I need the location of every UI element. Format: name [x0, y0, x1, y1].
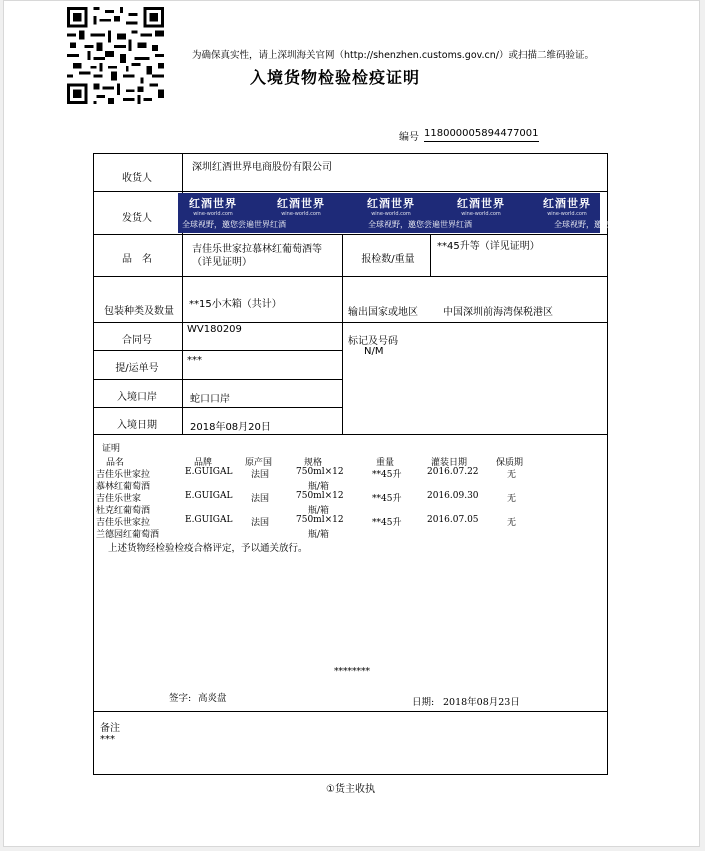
row-name: 慕林红葡萄酒 [96, 482, 151, 492]
quantity-value: **45升等（详见证明） [437, 241, 540, 252]
signature-name: 高炎盘 [198, 693, 227, 704]
marks-value: N/M [364, 346, 384, 357]
row-shelf-life: 无 [507, 518, 517, 528]
entry-date-value: 2018年08月20日 [190, 422, 271, 433]
row-weight: **45升 [372, 518, 402, 528]
column-header: 重量 [376, 458, 395, 468]
document-page [3, 0, 700, 847]
package-label: 包装种类及数量 [104, 306, 174, 317]
consignor-banner [178, 193, 658, 233]
verification-notice: 为确保真实性，请上深圳海关官网（http://shenzhen.customs.gov.cn/）或扫描二维码验证。 [192, 50, 594, 61]
port-label: 入境口岸 [117, 392, 157, 403]
row-fill-date: 2016.07.22 [427, 467, 479, 477]
banner-logo: 红酒世界 wine-world.com [277, 197, 325, 217]
port-value: 蛇口口岸 [190, 394, 230, 405]
quantity-label: 报检数/重量 [361, 254, 415, 265]
pass-statement: 上述货物经检验检疫合格评定，予以通关放行。 [108, 543, 308, 554]
certificate-heading: 证明 [102, 444, 121, 454]
product-label: 品 名 [122, 254, 152, 265]
entry-date-label: 入境日期 [117, 420, 157, 431]
row-origin: 法国 [251, 470, 270, 480]
remarks-label: 备注 [100, 723, 120, 734]
contract-label: 合同号 [122, 335, 152, 346]
contract-value: WV180209 [187, 324, 242, 335]
inspection-form [93, 153, 658, 775]
row-name: 吉佳乐世家拉 [96, 470, 151, 480]
banner-logo: 红酒世界 wine-world.com [543, 197, 591, 217]
column-header: 品名 [106, 458, 125, 468]
banner-logo: 红酒世界 wine-world.com [189, 197, 237, 217]
qr-code-icon [66, 7, 165, 104]
consignee-label: 收货人 [122, 173, 152, 184]
marks-label: 标记及号码 [348, 336, 398, 347]
remarks-value: *** [100, 734, 115, 745]
banner-logo: 红酒世界 wine-world.com [457, 197, 505, 217]
row-spec: 瓶/箱 [308, 506, 330, 516]
column-header: 规格 [304, 458, 323, 468]
row-spec: 750ml×12 [296, 515, 344, 525]
copy-designation: ①货主收执 [326, 784, 375, 795]
row-origin: 法国 [251, 518, 270, 528]
banner-slogan: 全球视野，邀您尝遍世界红酒 [368, 220, 472, 229]
row-spec: 瓶/箱 [308, 482, 330, 492]
row-shelf-life: 无 [507, 494, 517, 504]
row-brand: E.GUIGAL [185, 515, 233, 525]
row-fill-date: 2016.09.30 [427, 491, 479, 501]
product-line2: （详见证明） [192, 257, 252, 268]
row-shelf-life: 无 [507, 470, 517, 480]
row-spec: 瓶/箱 [308, 530, 330, 540]
column-header: 原产国 [245, 458, 273, 468]
serial-label: 编号 [399, 132, 419, 143]
row-name: 杜克红葡萄酒 [96, 506, 151, 516]
origin-label: 输出国家或地区 [348, 307, 418, 318]
origin-value: 中国深圳前海湾保税港区 [443, 307, 553, 318]
issue-date-label: 日期: [412, 697, 435, 708]
serial-number: 118000005894477001 [424, 128, 539, 142]
row-brand: E.GUIGAL [185, 467, 233, 477]
row-spec: 750ml×12 [296, 467, 344, 477]
row-brand: E.GUIGAL [185, 491, 233, 501]
column-header: 灌装日期 [431, 458, 468, 468]
consignor-label: 发货人 [122, 213, 152, 224]
waybill-value: *** [187, 355, 202, 366]
stars-placeholder: ******** [334, 667, 370, 677]
banner-logo: 红酒世界 wine-world.com [367, 197, 415, 217]
column-header: 品牌 [194, 458, 213, 468]
row-name: 吉佳乐世家 [96, 494, 142, 504]
column-header: 保质期 [496, 458, 524, 468]
issue-date-value: 2018年08月23日 [443, 697, 520, 708]
package-value: **15小木箱（共计） [189, 299, 282, 310]
row-weight: **45升 [372, 494, 402, 504]
row-fill-date: 2016.07.05 [427, 515, 479, 525]
banner-slogan: 全球视野，邀您尝遍世界红酒 [554, 220, 658, 229]
product-line1: 吉佳乐世家拉慕林红葡萄酒等 [192, 244, 322, 255]
signature-label: 签字: [169, 693, 192, 704]
row-name: 吉佳乐世家拉 [96, 518, 151, 528]
banner-slogan: 全球视野，邀您尝遍世界红酒 [182, 220, 286, 229]
certificate-section [94, 435, 607, 711]
waybill-label: 提/运单号 [115, 363, 159, 374]
row-spec: 750ml×12 [296, 491, 344, 501]
row-name: 兰德园红葡萄酒 [96, 530, 160, 540]
row-origin: 法国 [251, 494, 270, 504]
consignee-value: 深圳红酒世界电商股份有限公司 [192, 162, 332, 173]
page-title: 入境货物检验检疫证明 [250, 68, 421, 87]
row-weight: **45升 [372, 470, 402, 480]
